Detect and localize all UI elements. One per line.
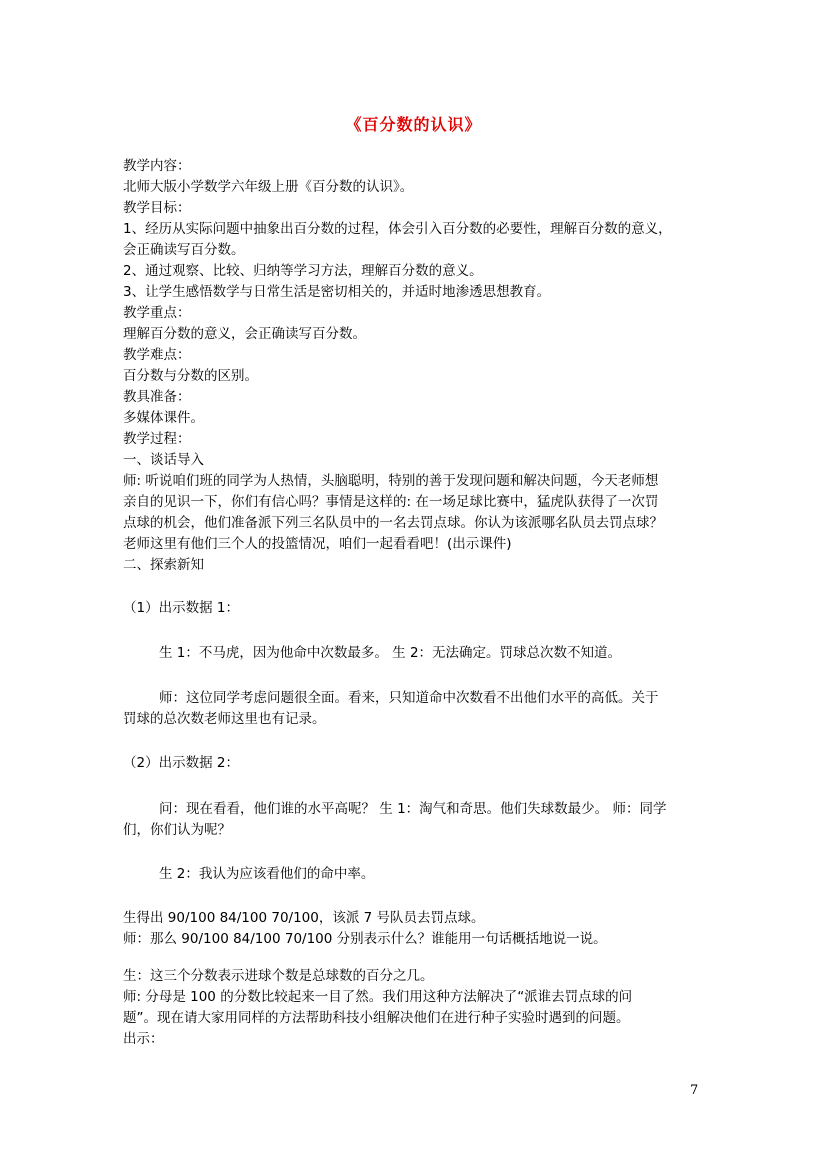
document-title: 《百分数的认识》 [345, 115, 482, 134]
teacher-ask: 师：那么 90/100 84/100 70/100 分别表示什么？谁能用一句话概括地说一说。 [123, 931, 607, 947]
data-1-label: （1）出示数据 1： [123, 600, 239, 616]
difficulty-heading: 教学难点： [123, 347, 191, 363]
teacher-line-1: 师: 分母是 100 的分数比较起来一目了然。我们用这种方法解决了“派谁去罚点球的问 [123, 989, 633, 1005]
teacher-line-2: 题”。现在请大家用同样的方法帮助科技小组解决他们在进行种子实验时遇到的问题。 [123, 1010, 630, 1026]
tools-heading: 教具准备： [123, 389, 191, 405]
goal-2: 2、通过观察、比较、归纳等学习方法，理解百分数的意义。 [123, 263, 483, 279]
question-line-1: 问：现在看看，他们谁的水平高呢？ 生 1：淘气和奇思。他们失球数最少。 师：同学 [159, 801, 667, 817]
data-2-label: （2）出示数据 2： [123, 755, 239, 771]
intro-line-3: 点球的机会，他们准备派下列三名队员中的一名去罚点球。你认为该派哪名队员去罚点球？ [123, 515, 663, 531]
section-1-heading: 一、谈话导入 [123, 452, 204, 468]
show-label: 出示： [123, 1031, 164, 1047]
process-heading: 教学过程： [123, 431, 191, 447]
student-say: 生：这三个分数表示进球个数是总球数的百分之几。 [123, 968, 434, 984]
teacher-1-line-2: 罚球的总次数老师这里也有记录。 [123, 711, 326, 727]
intro-line-2: 亲自的见识一下，你们有信心吗？事情是这样的: 在一场足球比赛中，猛虎队获得了一次罚 [123, 494, 659, 510]
tools-text: 多媒体课件。 [123, 410, 204, 426]
students-give: 生得出 90/100 84/100 70/100，该派 7 号队员去罚点球。 [123, 910, 485, 926]
key-text: 理解百分数的意义，会正确读写百分数。 [123, 326, 366, 342]
key-heading: 教学重点： [123, 305, 191, 321]
intro-line-4: 老师这里有他们三个人的投篮情况，咱们一起看看吧！(出示课件) [123, 536, 512, 552]
goal-heading: 教学目标： [123, 200, 191, 216]
student-1-answer: 生 1：不马虎，因为他命中次数最多。 生 2：无法确定。罚球总次数不知道。 [159, 645, 622, 661]
intro-line-1: 师: 听说咱们班的同学为人热情，头脑聪明，特别的善于发现问题和解决问题，今天老师想 [123, 473, 659, 489]
teacher-1-line-1: 师：这位同学考虑问题很全面。看来，只知道命中次数看不出他们水平的高低。关于 [159, 690, 659, 706]
content-heading: 教学内容： [123, 158, 191, 174]
content-text: 北师大版小学数学六年级上册《百分数的认识》。 [123, 179, 414, 195]
goal-1-line-2: 会正确读写百分数。 [123, 242, 245, 258]
section-2-heading: 二、探索新知 [123, 557, 204, 573]
difficulty-text: 百分数与分数的区别。 [123, 368, 258, 384]
goal-3: 3、让学生感悟数学与日常生活是密切相关的，并适时地渗透思想教育。 [123, 284, 551, 300]
goal-1-line-1: 1、经历从实际问题中抽象出百分数的过程，体会引入百分数的必要性，理解百分数的意义， [123, 221, 672, 237]
page-number: 7 [690, 1083, 699, 1098]
student-2-answer: 生 2：我认为应该看他们的命中率。 [159, 866, 375, 882]
question-line-2: 们，你们认为呢？ [123, 822, 231, 838]
